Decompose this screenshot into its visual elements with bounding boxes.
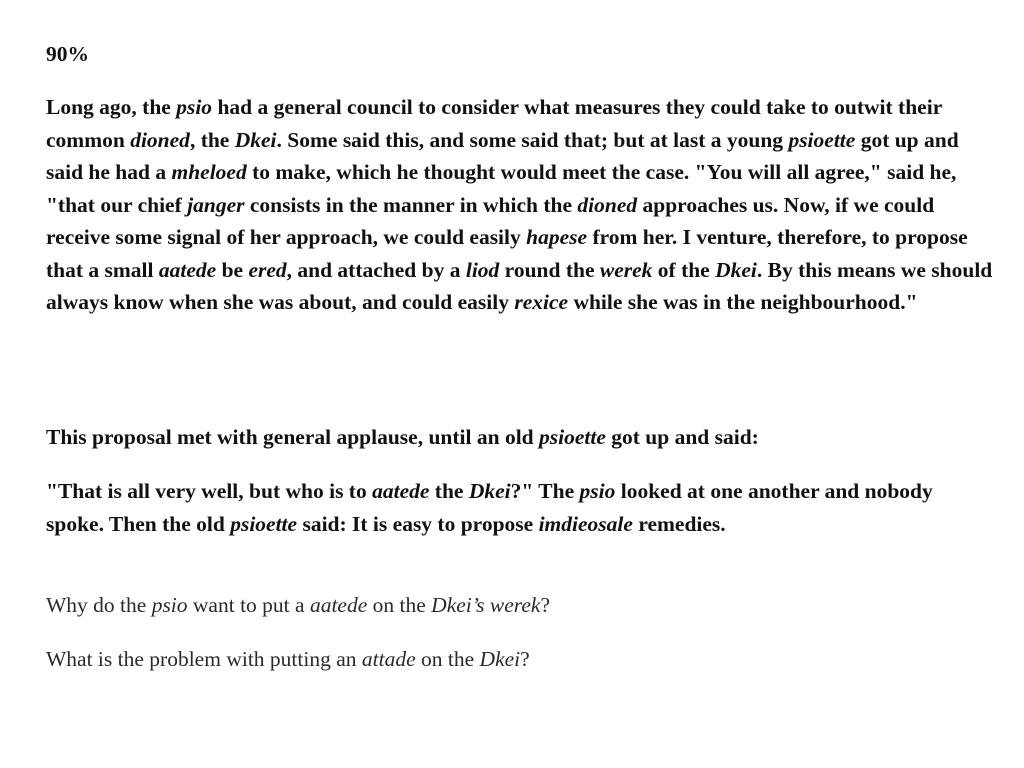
italic-word: dioned (130, 127, 190, 152)
italic-word: imdieosale (538, 511, 633, 536)
comprehension-question-1 (46, 590, 996, 620)
text-segment: What is the problem with putting an (46, 647, 362, 671)
text-segment: "That is all very well, but who is to (46, 479, 373, 503)
text-segment: approaches us. Now, if we could receive some signal of her approach, we could easily (46, 192, 935, 249)
italic-word: psioette (230, 511, 298, 536)
italic-word: Dkei (234, 127, 277, 152)
text-segment: . Some said this, and some said that; but at last a young (276, 127, 789, 152)
text-segment: consists in the manner in which the (244, 192, 578, 217)
text-segment: on the (367, 593, 432, 617)
italic-word: Dkei’s werek (431, 593, 541, 617)
text-segment: Long ago, the (46, 95, 177, 119)
progress-percentage: 90% (46, 42, 89, 66)
italic-word: psioette (788, 127, 856, 152)
text-segment: , the (189, 127, 235, 152)
comprehension-question-2 (46, 644, 996, 674)
story-paragraph-2 (46, 421, 996, 454)
italic-word: janger (187, 192, 245, 217)
italic-word: aatede (158, 257, 217, 282)
italic-word: rexice (514, 290, 569, 314)
italic-word: Dkei (715, 257, 757, 282)
text-segment: got up and said he had a (46, 127, 959, 184)
italic-word: hapese (526, 225, 588, 249)
text-segment: from her. I venture, therefore, to propose that a small (46, 225, 968, 282)
story-paragraph-1 (46, 91, 996, 319)
text-segment: on the (415, 647, 480, 671)
text-segment: ? (520, 647, 530, 671)
text-segment: had a general council to consider what measures they could take to outwit their common (46, 95, 942, 152)
italic-word: aatede (372, 479, 430, 503)
italic-word: Dkei (468, 479, 511, 503)
italic-word: Dkei (479, 647, 521, 671)
text-segment: to make, which he thought would meet the case. "You will all agree," said he, "that our chief (46, 160, 957, 217)
italic-word: psioette (539, 425, 606, 449)
text-segment: , and attached by a (286, 257, 466, 282)
italic-word: psio (176, 95, 213, 119)
italic-word: aatede (309, 593, 368, 617)
italic-word: dioned (577, 192, 638, 217)
text-segment: said: It is easy to propose (297, 511, 539, 536)
text-segment: looked at one another and nobody spoke. Then the old (46, 479, 933, 536)
italic-word: psio (151, 593, 188, 617)
text-segment: got up and said: (605, 425, 759, 449)
text-segment: the (429, 479, 469, 503)
text-segment: . By this means we should always know when she was about, and could easily (46, 257, 993, 314)
text-segment: want to put a (187, 593, 310, 617)
text-segment: ?" The (510, 479, 580, 503)
text-segment: This proposal met with general applause, until an old (46, 425, 539, 449)
italic-word: werek (599, 257, 653, 282)
text-segment: remedies. (632, 511, 726, 536)
italic-word: ered (248, 257, 287, 282)
text-segment: round the (499, 257, 600, 282)
text-segment: be (216, 257, 249, 282)
text-segment: of the (652, 257, 716, 282)
text-segment: Why do the (46, 593, 152, 617)
text-segment: ? (540, 593, 550, 617)
italic-word: mheloed (171, 160, 247, 184)
italic-word: attade (361, 647, 416, 671)
text-segment: while she was in the neighbourhood." (568, 290, 918, 314)
italic-word: liod (465, 257, 500, 282)
italic-word: psio (579, 479, 616, 503)
story-paragraph-3 (46, 475, 996, 540)
